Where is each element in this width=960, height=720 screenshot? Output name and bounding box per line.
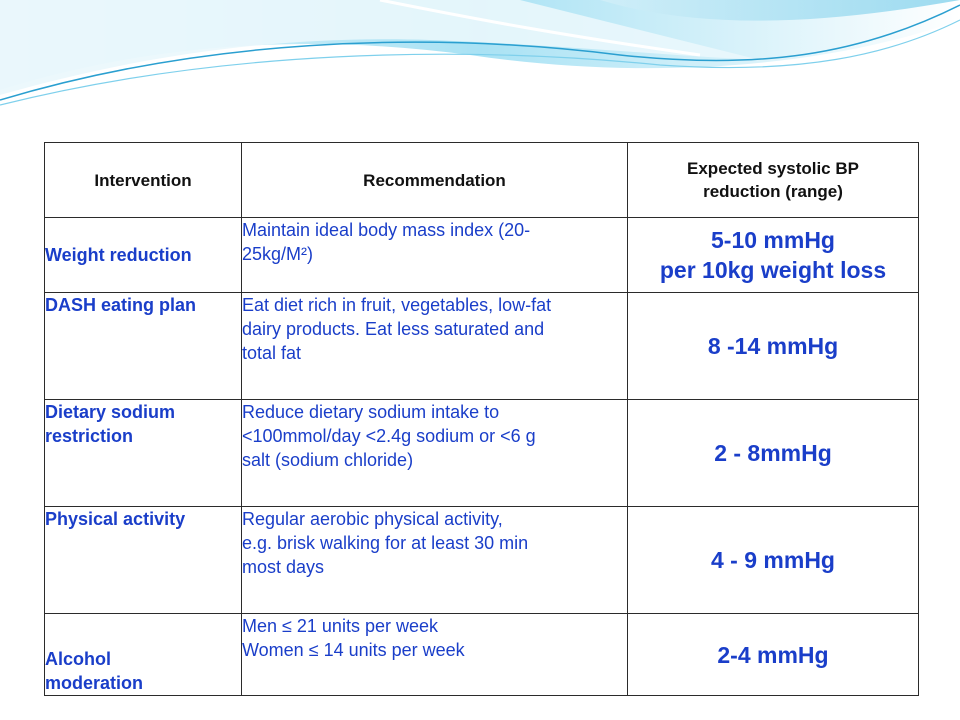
intervention-text: Physical activity — [45, 509, 186, 529]
recommendation-text: Men ≤ 21 units per week — [242, 616, 438, 636]
table-row — [45, 218, 919, 293]
reduction-value: 8 -14 mmHg — [707, 333, 839, 359]
intervention-cell — [45, 614, 242, 696]
reduction-value: per 10kg weight loss — [659, 257, 887, 283]
intervention-text: Dietary sodium — [45, 402, 176, 422]
intervention-text: DASH eating plan — [45, 295, 197, 315]
table-row — [45, 507, 919, 614]
recommendation-cell — [242, 614, 628, 696]
recommendation-text: Women ≤ 14 units per week — [242, 640, 465, 660]
recommendation-text: most days — [242, 557, 325, 577]
intervention-text: Weight reduction — [45, 245, 192, 265]
table-row — [45, 400, 919, 507]
intervention-text: Alcohol — [45, 649, 111, 669]
intervention-cell — [45, 507, 242, 614]
reduction-value: 2 - 8mmHg — [714, 440, 832, 466]
header-expected-reduction — [628, 143, 919, 218]
recommendation-text: <100mmol/day <2.4g sodium or <6 g — [242, 426, 536, 446]
reduction-cell — [628, 614, 919, 696]
reduction-cell — [628, 218, 919, 293]
reduction-value: 4 - 9 mmHg — [711, 547, 835, 573]
table-row — [45, 614, 919, 696]
reduction-value: 2-4 mmHg — [717, 641, 829, 668]
intervention-cell — [45, 293, 242, 400]
header-recommendation: Recommendation — [242, 143, 628, 218]
recommendation-text: Eat diet rich in fruit, vegetables, low-fat — [242, 295, 552, 315]
recommendation-text: Maintain ideal body mass index (20- — [242, 220, 531, 240]
table-header-row — [45, 143, 919, 218]
decorative-wave-banner — [0, 0, 960, 120]
intervention-text: restriction — [45, 426, 134, 446]
header-reduction-line-1: Expected systolic BP — [687, 159, 859, 178]
recommendation-text: total fat — [242, 343, 302, 363]
table-row — [45, 293, 919, 400]
recommendation-cell — [242, 218, 628, 293]
recommendation-text: dairy products. Eat less saturated and — [242, 319, 545, 339]
recommendation-text: 25kg/M²) — [242, 244, 314, 264]
intervention-text: moderation — [45, 673, 144, 693]
header-intervention: Intervention — [45, 143, 242, 218]
reduction-value: 5-10 mmHg — [711, 227, 835, 253]
recommendation-text: Reduce dietary sodium intake to — [242, 402, 500, 422]
recommendation-cell — [242, 400, 628, 507]
intervention-cell — [45, 218, 242, 293]
recommendation-text: Regular aerobic physical activity, — [242, 509, 503, 529]
reduction-cell — [628, 400, 919, 507]
header-reduction-line-2: reduction (range) — [703, 182, 843, 201]
recommendation-cell — [242, 507, 628, 614]
reduction-cell — [628, 507, 919, 614]
recommendation-text: e.g. brisk walking for at least 30 min — [242, 533, 529, 553]
recommendation-text: salt (sodium chloride) — [242, 450, 414, 470]
bp-interventions-table — [44, 142, 919, 696]
recommendation-cell — [242, 293, 628, 400]
reduction-cell — [628, 293, 919, 400]
intervention-cell — [45, 400, 242, 507]
